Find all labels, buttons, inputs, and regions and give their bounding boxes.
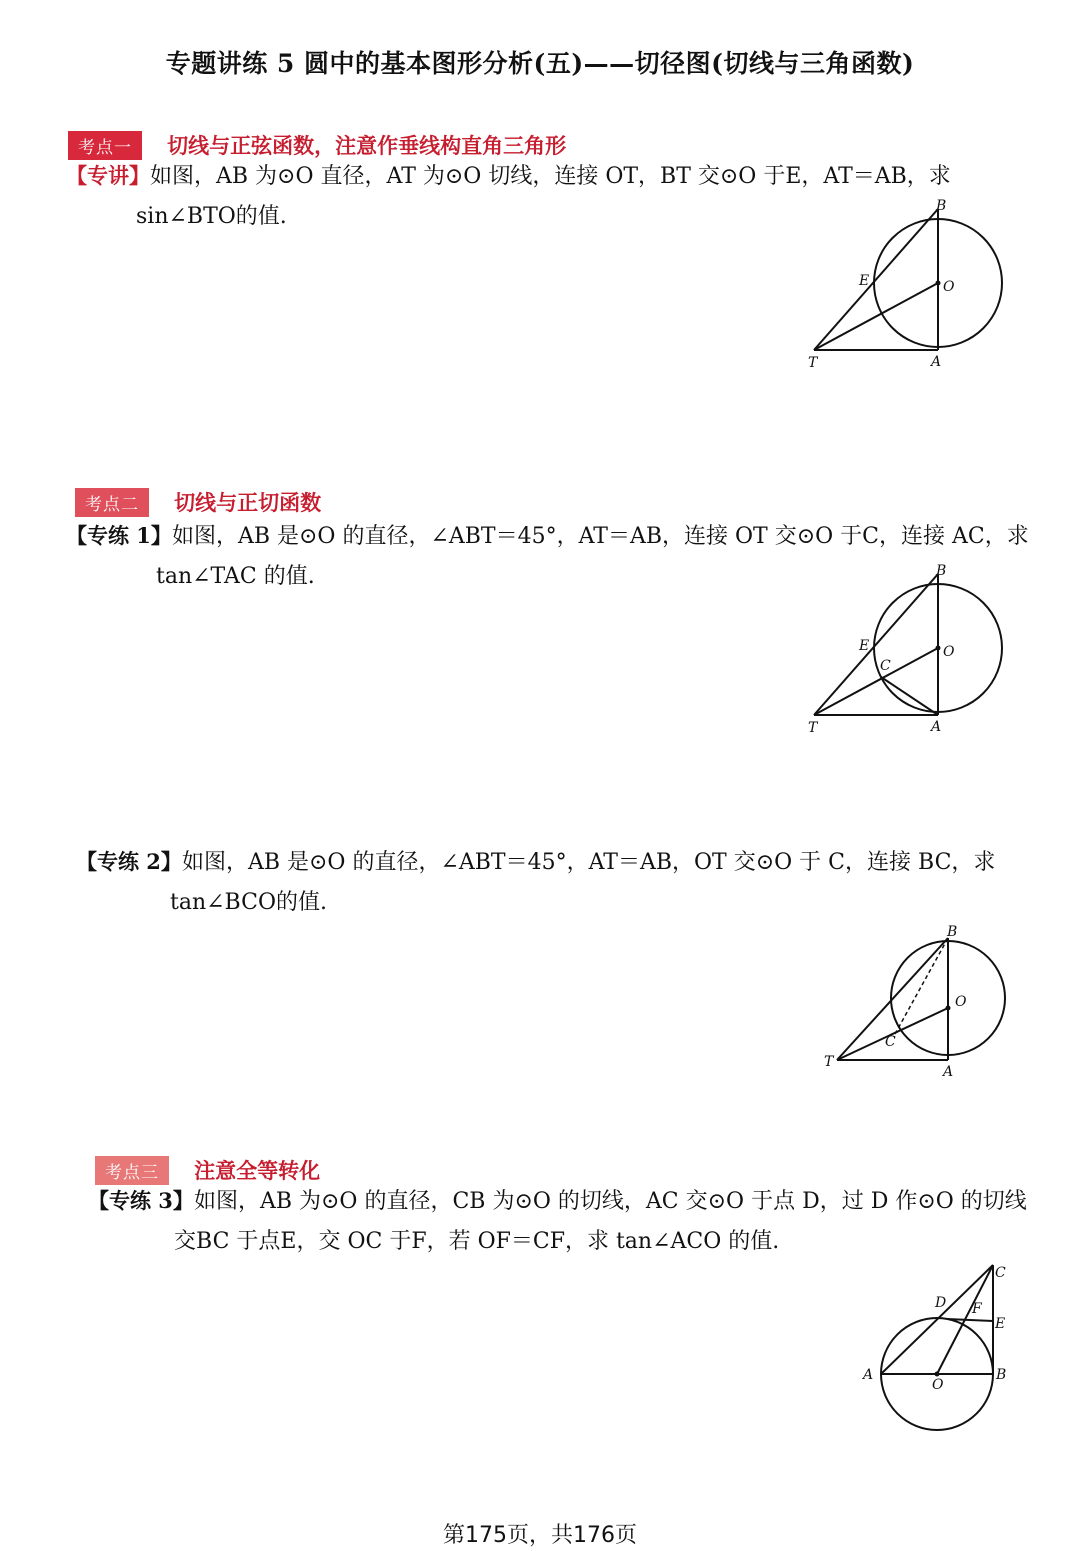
fig3-label-a: A xyxy=(943,1064,954,1080)
fig4-label-o: O xyxy=(932,1377,944,1393)
fig4-label-c: C xyxy=(995,1265,1006,1281)
problem-1-line1: 如图，AB 为⊙O 直径，AT 为⊙O 切线，连接 OT，BT 交⊙O 于E，AT＝AB，求 xyxy=(150,164,951,189)
problem-2-line1: 如图，AB 是⊙O 的直径，∠ABT＝45°，AT＝AB，连接 OT 交⊙O 于C，连接 AC，求 xyxy=(171,524,1029,549)
figure-2 xyxy=(800,560,1015,740)
problem-2-label: 【专练 1】 xyxy=(66,523,172,548)
problem-4-line1: 如图，AB 为⊙O 的直径，CB 为⊙O 的切线，AC 交⊙O 于点 D，过 D 作⊙O 的切线 xyxy=(193,1189,1027,1214)
fig2-label-c: C xyxy=(880,658,891,674)
problem-4-label: 【专练 3】 xyxy=(88,1188,194,1213)
section-3-heading: 注意全等转化 xyxy=(194,1159,321,1183)
fig2-label-t: T xyxy=(808,720,818,736)
problem-3 xyxy=(76,842,1026,923)
problem-3-line1: 如图，AB 是⊙O 的直径，∠ABT＝45°，AT＝AB，OT 交⊙O 于 C，连接 BC，求 xyxy=(181,850,996,875)
page-footer: 第175页，共176页 xyxy=(443,1523,637,1548)
section-3-tag: 考点三 xyxy=(95,1156,169,1185)
fig3-label-b: B xyxy=(947,924,958,940)
fig4-label-d: D xyxy=(935,1295,947,1311)
fig3-label-o: O xyxy=(955,994,967,1010)
fig4-label-b: B xyxy=(996,1367,1007,1383)
section-1-tag: 考点一 xyxy=(68,131,142,160)
fig2-label-b: B xyxy=(936,563,947,579)
fig2-label-o: O xyxy=(943,644,955,660)
problem-4 xyxy=(88,1181,1028,1262)
problem-1-line2: sin∠BTO的值. xyxy=(136,204,287,229)
figure-3 xyxy=(815,920,1015,1085)
fig1-label-o: O xyxy=(943,279,955,295)
fig4-label-e: E xyxy=(995,1316,1006,1332)
section-2-tag: 考点二 xyxy=(75,488,149,517)
figure-1 xyxy=(800,195,1015,375)
fig1-label-t: T xyxy=(808,355,818,371)
problem-2-line2: tan∠TAC 的值. xyxy=(156,564,315,589)
problem-3-label: 【专练 2】 xyxy=(76,849,182,874)
problem-4-line2: 交BC 于点E，交 OC 于F，若 OF＝CF，求 tan∠ACO 的值. xyxy=(174,1229,780,1254)
section-2-header xyxy=(75,487,321,517)
problem-1-label: 【专讲】 xyxy=(66,163,150,188)
fig3-label-c: C xyxy=(885,1034,896,1050)
fig1-label-b: B xyxy=(936,198,947,214)
fig2-label-a: A xyxy=(931,719,942,735)
fig3-label-t: T xyxy=(824,1054,834,1070)
section-1-heading: 切线与正弦函数，注意作垂线构直角三角形 xyxy=(167,134,567,158)
fig4-label-a: A xyxy=(863,1367,874,1383)
fig1-label-e: E xyxy=(859,273,870,289)
fig4-label-f: F xyxy=(972,1301,982,1317)
fig2-label-e: E xyxy=(859,638,870,654)
section-2-heading: 切线与正切函数 xyxy=(174,491,322,515)
page-title: 专题讲练 5 圆中的基本图形分析(五)——切径图(切线与三角函数) xyxy=(165,49,915,78)
problem-3-line2: tan∠BCO的值. xyxy=(170,890,327,915)
figure-4 xyxy=(855,1255,1020,1435)
fig1-label-a: A xyxy=(931,354,942,370)
